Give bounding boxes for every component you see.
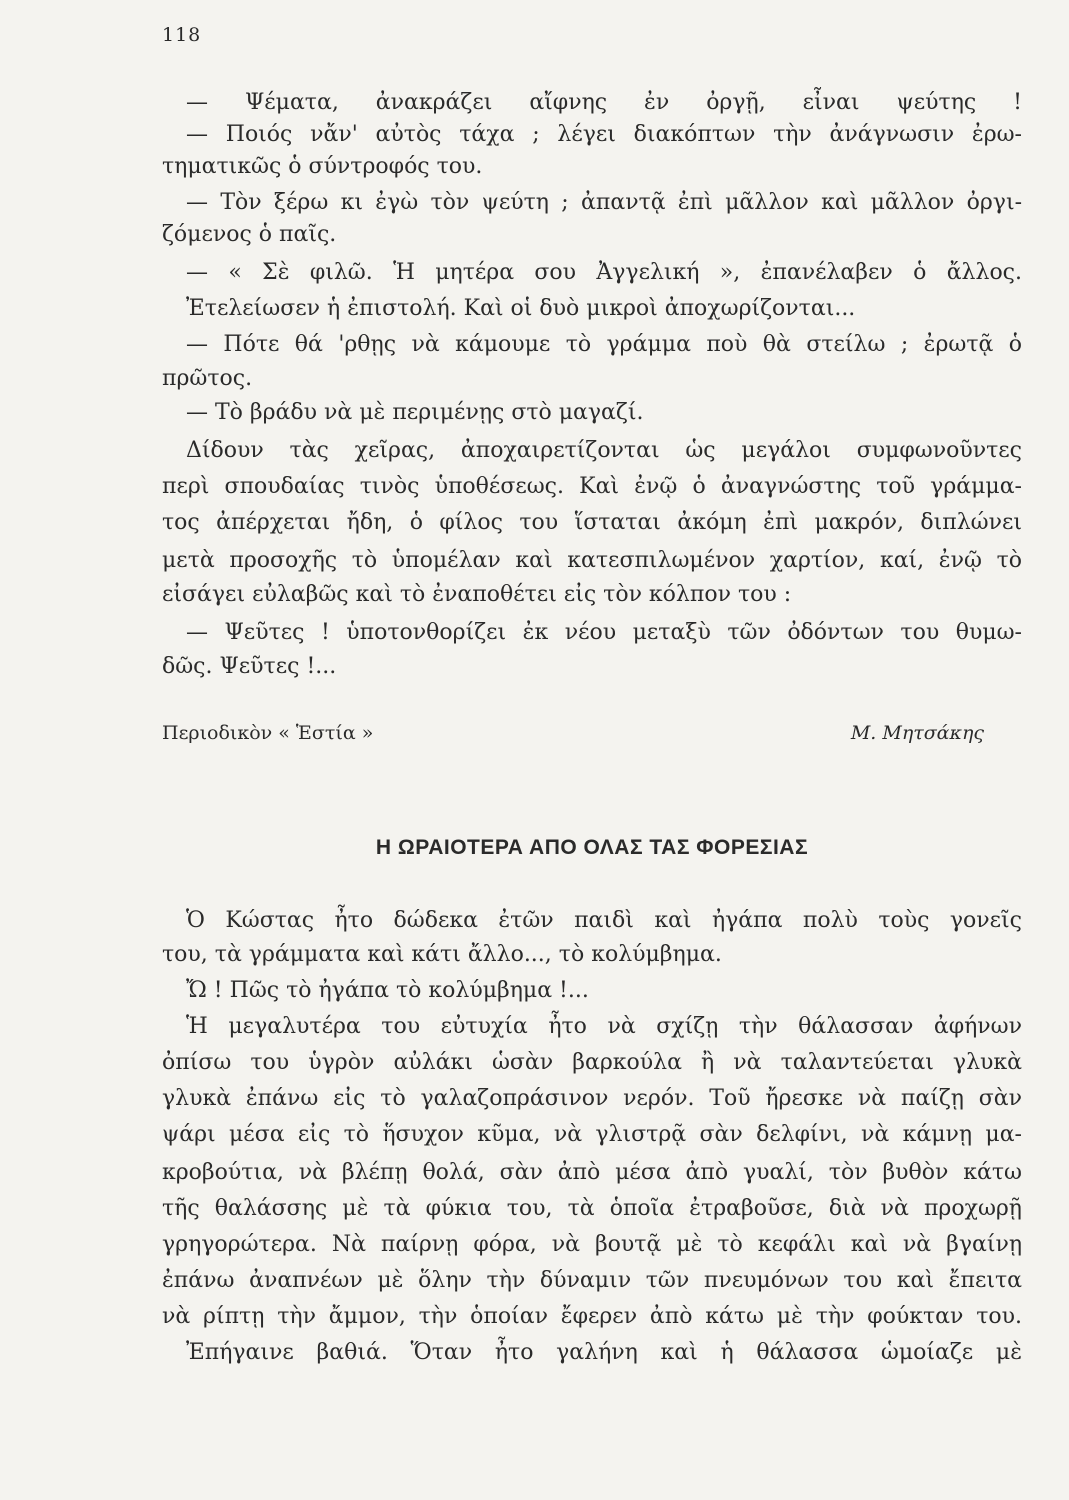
text-line: — Ψέματα, ἀνακράζει αἴφνης ἐν ὀργῇ, εἶναι ψεύτης ! (186, 90, 1022, 115)
text-line: ὀπίσω του ὑγρὸν αὐλάκι ὡσὰν βαρκούλα ἢ νὰ ταλαντεύεται γλυκὰ (162, 1050, 1022, 1075)
text-line: — Τὸ βράδυ νὰ μὲ περιμένῃς στὸ μαγαζί. (186, 400, 644, 425)
text-line: νὰ ρίπτῃ τὴν ἄμμον, τὴν ὁποίαν ἔφερεν ἀπὸ κάτω μὲ τὴν φούκταν του. (162, 1304, 1022, 1329)
text-line: δῶς. Ψεῦτες !... (162, 654, 337, 679)
text-line: — « Σὲ φιλῶ. Ἡ μητέρα σου Ἀγγελική », ἐπανέλαβεν ὁ ἄλλος. (186, 260, 1022, 285)
story-title: Η ΩΡΑΙΟΤΕΡΑ ΑΠΟ ΟΛΑΣ ΤΑΣ ΦΟΡΕΣΙΑΣ (375, 836, 809, 859)
text-line: Ὤ ! Πῶς τὸ ἠγάπα τὸ κολύμβημα !... (186, 978, 589, 1003)
text-line: περὶ σπουδαίας τινὸς ὑποθέσεως. Καὶ ἐνῷ ὁ ἀναγνώστης τοῦ γράμμα- (162, 474, 1022, 499)
text-line: του, τὰ γράμματα καὶ κάτι ἄλλο..., τὸ κολύμβημα. (162, 942, 722, 967)
text-line: μετὰ προσοχῆς τὸ ὑπομέλαν καὶ κατεσπιλωμένον χαρτίον, καί, ἐνῷ τὸ (162, 548, 1022, 573)
text-line: τος ἀπέρχεται ἤδη, ὁ φίλος του ἵσταται ἀκόμη ἐπὶ μακρόν, διπλώνει (162, 510, 1022, 535)
text-line: ζόμενος ὁ παῖς. (162, 222, 337, 247)
text-line: Δίδουν τὰς χεῖρας, ἀποχαιρετίζονται ὡς μεγάλοι συμφωνοῦντες (186, 438, 1022, 463)
text-line: — Ψεῦτες ! ὑποτονθορίζει ἐκ νέου μεταξὺ τῶν ὀδόντων του θυμω- (186, 620, 1022, 645)
text-line: πρῶτος. (162, 366, 253, 391)
text-line: — Ποιός νἄν' αὐτὸς τάχα ; λέγει διακόπτων τὴν ἀνάγνωσιν ἐρω- (186, 122, 1022, 147)
text-line: ψάρι μέσα εἰς τὸ ἥσυχον κῦμα, νὰ γλιστρᾷ σὰν δελφίνι, νὰ κάμνῃ μα- (162, 1122, 1022, 1147)
text-line: Ἡ μεγαλυτέρα του εὐτυχία ἦτο νὰ σχίζῃ τὴν θάλασσαν ἀφήνων (186, 1014, 1022, 1039)
text-line: — Τὸν ξέρω κι ἐγὼ τὸν ψεύτη ; ἀπαντᾷ ἐπὶ μᾶλλον καὶ μᾶλλον ὀργι- (186, 190, 1022, 215)
text-line: ἐπάνω ἀναπνέων μὲ ὅλην τὴν δύναμιν τῶν πνευμόνων του καὶ ἔπειτα (162, 1268, 1022, 1293)
text-line: Ἐπήγαινε βαθιά. Ὅταν ἦτο γαλήνη καὶ ἡ θάλασσα ὡμοίαζε μὲ (186, 1340, 1022, 1365)
text-line: γλυκὰ ἐπάνω εἰς τὸ γαλαζοπράσινον νερόν. Τοῦ ἤρεσκε νὰ παίζῃ σὰν (162, 1086, 1022, 1111)
text-line: κροβούτια, νὰ βλέπῃ θολά, σὰν ἀπὸ μέσα ἀπὸ γυαλί, τὸν βυθὸν κάτω (162, 1160, 1022, 1185)
page-number: 118 (162, 24, 202, 46)
text-line: τηματικῶς ὁ σύντροφός του. (162, 154, 483, 179)
text-line: Ἐτελείωσεν ἡ ἐπιστολή. Καὶ οἱ δυὸ μικροὶ ἀποχωρίζονται... (186, 296, 856, 321)
author-name: Μ. Μητσάκης (850, 722, 984, 744)
text-line: εἰσάγει εὐλαβῶς καὶ τὸ ἐναποθέτει εἰς τὸν κόλπον του : (162, 582, 792, 607)
attribution (162, 722, 984, 744)
text-line: Ὁ Κώστας ἦτο δώδεκα ἐτῶν παιδὶ καὶ ἠγάπα πολὺ τοὺς γονεῖς (186, 908, 1022, 933)
text-line: — Πότε θά 'ρθῃς νὰ κάμουμε τὸ γράμμα ποὺ θὰ στείλω ; ἐρωτᾷ ὁ (186, 332, 1022, 357)
text-line: γρηγορώτερα. Νὰ παίρνῃ φόρα, νὰ βουτᾷ μὲ τὸ κεφάλι καὶ νὰ βγαίνῃ (162, 1232, 1022, 1257)
text-line: τῆς θαλάσσης μὲ τὰ φύκια του, τὰ ὁποῖα ἐτραβοῦσε, διὰ νὰ προχωρῇ (162, 1196, 1022, 1221)
source-citation: Περιοδικὸν « Ἑστία » (162, 722, 374, 744)
